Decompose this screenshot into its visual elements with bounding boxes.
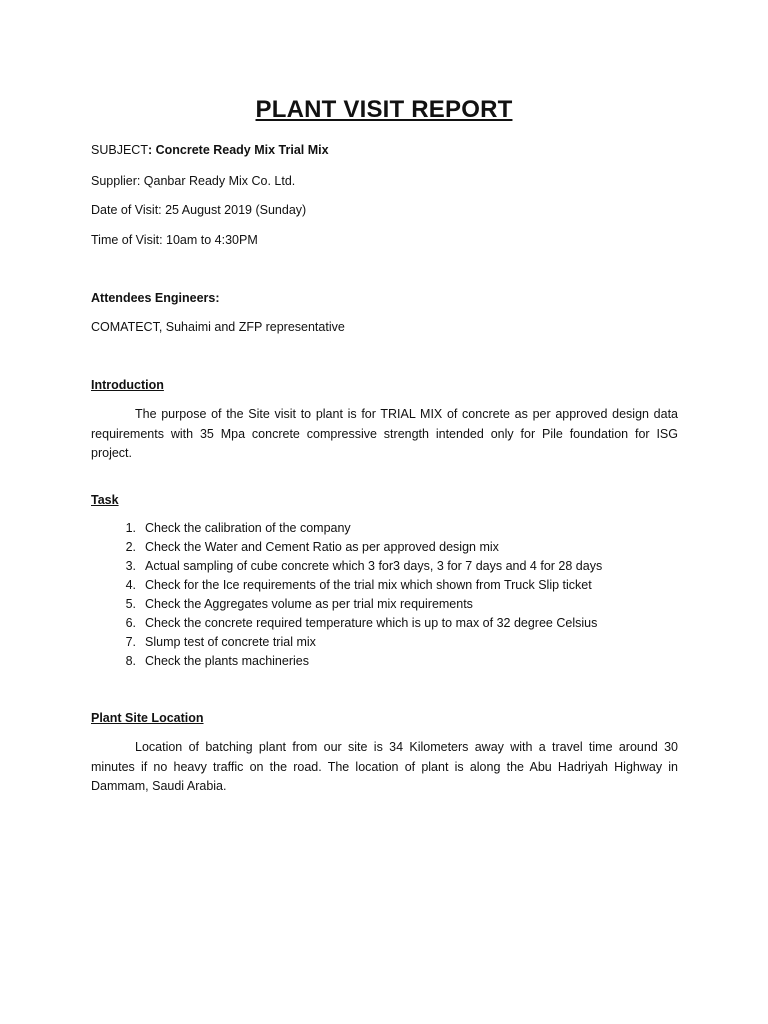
introduction-heading: Introduction [91, 378, 164, 392]
plant-site-location-text: Location of batching plant from our site is 34 Kilometers away with a travel time around 30 minutes if no heavy traffic on the road. The location of plant is along the Abu Hadriyah Highway in Dammam, Saudi Arabia. [91, 740, 678, 793]
list-item-number: 5. [125, 597, 136, 611]
plant-site-location-heading: Plant Site Location [91, 711, 204, 725]
task-list [91, 519, 602, 671]
list-item-text: Check for the Ice requirements of the trial mix which shown from Truck Slip ticket [145, 578, 592, 592]
list-item-number: 1. [125, 521, 136, 535]
subject-line [91, 143, 329, 157]
page-title: PLANT VISIT REPORT [255, 96, 513, 123]
list-item-number: 2. [125, 540, 136, 554]
list-item-text: Check the plants machineries [145, 654, 309, 668]
date-of-visit-line: Date of Visit: 25 August 2019 (Sunday) [91, 203, 307, 217]
list-item-number: 8. [125, 654, 136, 668]
list-item-text: Check the Aggregates volume as per trial mix requirements [145, 597, 473, 611]
list-item [91, 519, 602, 538]
time-of-visit-line: Time of Visit: 10am to 4:30PM [91, 233, 258, 247]
list-item-number: 4. [125, 578, 136, 592]
list-item [91, 614, 602, 633]
list-item-text: Slump test of concrete trial mix [145, 635, 316, 649]
list-item-text: Actual sampling of cube concrete which 3 for3 days, 3 for 7 days and 4 for 28 days [145, 559, 603, 573]
attendees-value: COMATECT, Suhaimi and ZFP representative [91, 320, 345, 334]
list-item-number: 7. [125, 635, 136, 649]
subject-label: SUBJECT [91, 143, 148, 157]
attendees-label: Attendees Engineers: [91, 291, 220, 305]
list-item [91, 557, 602, 576]
introduction-text: The purpose of the Site visit to plant is for TRIAL MIX of concrete as per approved design data requirements with 35 Mpa concrete compressive strength intended only for Pile foundation for ISG project. [91, 407, 678, 460]
introduction-paragraph [91, 405, 678, 464]
supplier-line: Supplier: Qanbar Ready Mix Co. Ltd. [91, 174, 296, 188]
list-item-number: 3. [125, 559, 136, 573]
list-item [91, 595, 602, 614]
list-item [91, 576, 602, 595]
list-item-text: Check the concrete required temperature which is up to max of 32 degree Celsius [145, 616, 598, 630]
task-heading: Task [91, 493, 119, 507]
list-item [91, 633, 602, 652]
list-item-text: Check the calibration of the company [145, 521, 351, 535]
list-item [91, 538, 602, 557]
list-item-text: Check the Water and Cement Ratio as per approved design mix [145, 540, 499, 554]
plant-site-location-paragraph [91, 738, 678, 797]
list-item [91, 652, 602, 671]
list-item-number: 6. [125, 616, 136, 630]
subject-value: : Concrete Ready Mix Trial Mix [147, 143, 329, 157]
